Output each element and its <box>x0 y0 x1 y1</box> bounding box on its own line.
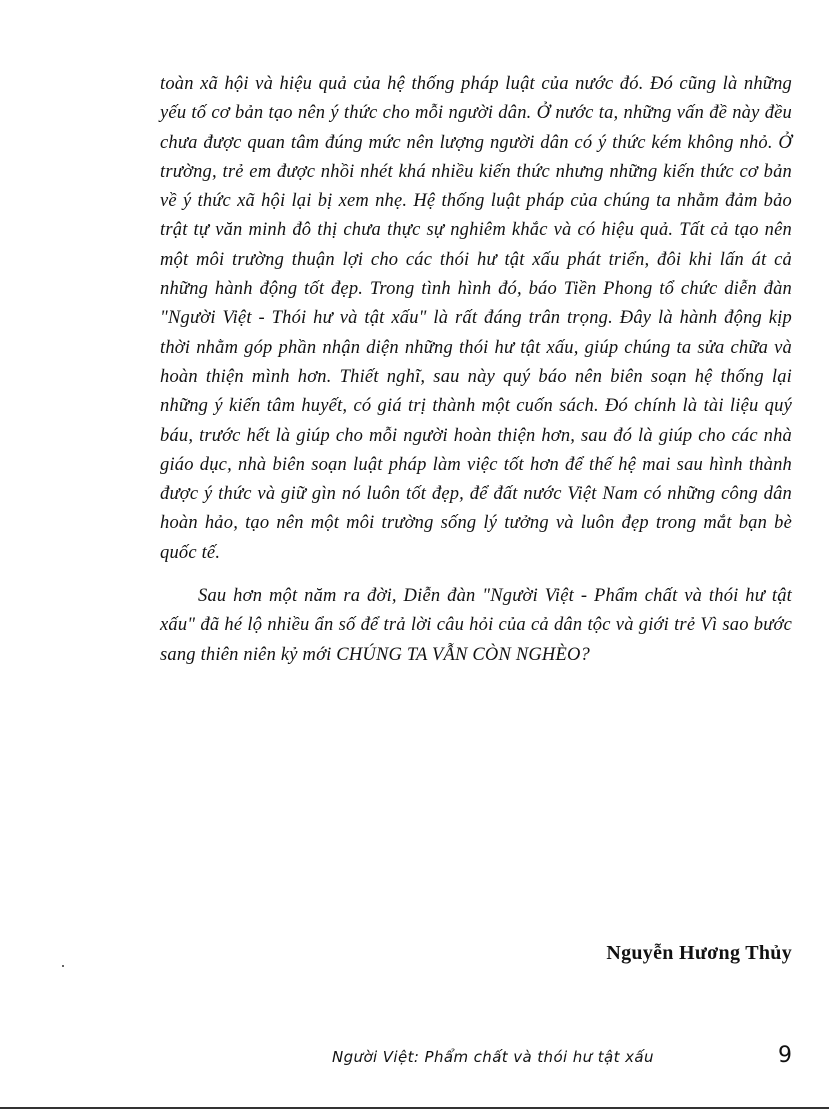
running-footer-title: Người Việt: Phẩm chất và thói hư tật xấu <box>332 1048 654 1066</box>
author-signature: Nguyễn Hương Thủy <box>606 942 792 964</box>
body-text <box>160 70 792 670</box>
paragraph: toàn xã hội và hiệu quả của hệ thống pháp luật của nước đó. Đó cũng là những yếu tố cơ bản tạo nên ý thức cho mỗi người dân. Ở nước ta, những vấn đề này đều chưa được quan tâm đúng mức nên lượng người dân có ý thức kém không nhỏ. Ở trường, trẻ em được nhồi nhét khá nhiều kiến thức nhưng những kiến thức cơ bản về ý thức xã hội lại bị xem nhẹ. Hệ thống luật pháp của chúng ta nhằm đảm bảo trật tự văn minh đô thị chưa thực sự nghiêm khắc và có hiệu quả. Tất cả tạo nên một môi trường thuận lợi cho các thói hư tật xấu phát triển, đôi khi lấn át cả những hành động tốt đẹp. Trong tình hình đó, báo Tiền Phong tổ chức diễn đàn "Người Việt - Thói hư và tật xấu" là rất đáng trân trọng. Đây là hành động kịp thời nhằm góp phần nhận diện những thói hư tật xấu, giúp chúng ta sửa chữa và hoàn thiện mình hơn. Thiết nghĩ, sau này quý báo nên biên soạn hệ thống lại những ý kiến tâm huyết, có giá trị thành một cuốn sách. Đó chính là tài liệu quý báu, trước hết là giúp cho mỗi người hoàn thiện hơn, sau đó là giúp cho các nhà giáo dục, nhà biên soạn luật pháp làm việc tốt hơn để thế hệ mai sau hình thành được ý thức và giữ gìn nó luôn tốt đẹp, để đất nước Việt Nam có những công dân hoàn hảo, tạo nên một môi trường sống lý tưởng và luôn đẹp trong mắt bạn bè quốc tế. <box>160 74 792 563</box>
bottom-rule <box>0 1107 829 1109</box>
page-number: 9 <box>778 1043 792 1068</box>
paragraph: Sau hơn một năm ra đời, Diễn đàn "Người Việt - Phẩm chất và thói hư tật xấu" đã hé lộ nhiều ẩn số để trả lời câu hỏi của cả dân tộc và giới trẻ Vì sao bước sang thiên niên kỷ mới CHÚNG TA VẪN CÒN NGHÈO? <box>160 586 792 665</box>
scan-speck <box>62 965 64 967</box>
